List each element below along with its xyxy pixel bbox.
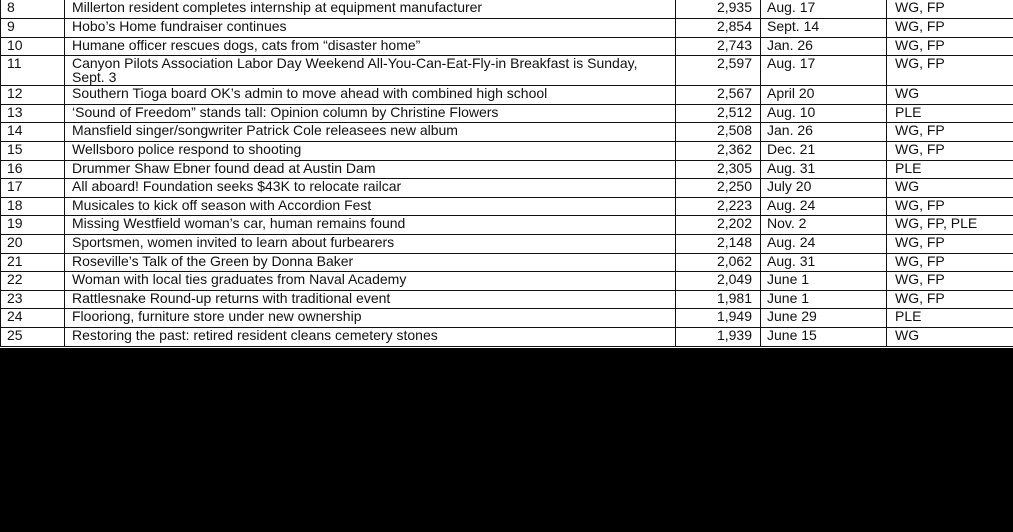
views-cell: 2,508	[676, 123, 761, 142]
views-cell: 2,202	[676, 216, 761, 235]
table-row	[1, 142, 1013, 161]
views-cell: 2,743	[676, 37, 761, 56]
publication-cell: PLE	[887, 104, 1013, 123]
views-cell: 2,567	[676, 86, 761, 105]
table-row	[1, 0, 1013, 19]
rank-cell: 13	[1, 104, 65, 123]
rank-cell: 22	[1, 272, 65, 291]
table-row	[1, 56, 1013, 86]
table-row	[1, 123, 1013, 142]
date-cell: June 29	[761, 309, 887, 328]
publication-cell: WG, FP	[887, 123, 1013, 142]
publication-cell: PLE	[887, 309, 1013, 328]
date-cell: Dec. 21	[761, 142, 887, 161]
date-cell: June 1	[761, 272, 887, 291]
rank-cell: 8	[1, 0, 65, 19]
table-row	[1, 37, 1013, 56]
views-cell: 2,597	[676, 56, 761, 86]
date-cell: Aug. 10	[761, 104, 887, 123]
rank-cell: 16	[1, 160, 65, 179]
title-cell: Canyon Pilots Association Labor Day Weekend All-You-Can-Eat-Fly-in Breakfast is Sunday, Sept. 3	[65, 56, 676, 86]
date-cell: Sept. 14	[761, 19, 887, 38]
table-row	[1, 216, 1013, 235]
views-cell: 1,981	[676, 290, 761, 309]
publication-cell: WG	[887, 328, 1013, 347]
title-cell: Flooriong, furniture store under new ownership	[65, 309, 676, 328]
title-cell: Drummer Shaw Ebner found dead at Austin Dam	[65, 160, 676, 179]
publication-cell: WG, FP	[887, 56, 1013, 86]
title-cell: Mansfield singer/songwriter Patrick Cole releasees new album	[65, 123, 676, 142]
publication-cell: WG, FP, PLE	[887, 216, 1013, 235]
table-row	[1, 104, 1013, 123]
date-cell: June 1	[761, 290, 887, 309]
rank-cell: 21	[1, 253, 65, 272]
publication-cell: WG	[887, 86, 1013, 105]
title-cell: Rattlesnake Round-up returns with traditional event	[65, 290, 676, 309]
title-cell: ‘Sound of Freedom” stands tall: Opinion column by Christine Flowers	[65, 104, 676, 123]
title-cell: Southern Tioga board OK’s admin to move ahead with combined high school	[65, 86, 676, 105]
blank-area	[0, 348, 1013, 532]
table-row	[1, 309, 1013, 328]
views-cell: 2,223	[676, 197, 761, 216]
date-cell: April 20	[761, 86, 887, 105]
rank-cell: 9	[1, 19, 65, 38]
date-cell: July 20	[761, 179, 887, 198]
rank-cell: 23	[1, 290, 65, 309]
rank-cell: 10	[1, 37, 65, 56]
views-cell: 2,250	[676, 179, 761, 198]
table-row	[1, 290, 1013, 309]
title-cell: Woman with local ties graduates from Naval Academy	[65, 272, 676, 291]
title-cell: Restoring the past: retired resident cleans cemetery stones	[65, 328, 676, 347]
views-cell: 2,148	[676, 235, 761, 254]
rank-cell: 25	[1, 328, 65, 347]
views-cell: 2,305	[676, 160, 761, 179]
title-cell: Roseville’s Talk of the Green by Donna Baker	[65, 253, 676, 272]
table-row	[1, 253, 1013, 272]
date-cell: Nov. 2	[761, 216, 887, 235]
rank-cell: 17	[1, 179, 65, 198]
rank-cell: 18	[1, 197, 65, 216]
rank-cell: 15	[1, 142, 65, 161]
title-cell: Wellsboro police respond to shooting	[65, 142, 676, 161]
title-cell: Millerton resident completes internship at equipment manufacturer	[65, 0, 676, 19]
table-row	[1, 235, 1013, 254]
table-row	[1, 272, 1013, 291]
title-cell: Missing Westfield woman’s car, human remains found	[65, 216, 676, 235]
publication-cell: WG, FP	[887, 37, 1013, 56]
publication-cell: WG, FP	[887, 142, 1013, 161]
views-cell: 2,512	[676, 104, 761, 123]
rank-cell: 11	[1, 56, 65, 86]
publication-cell: WG, FP	[887, 253, 1013, 272]
title-cell: Sportsmen, women invited to learn about furbearers	[65, 235, 676, 254]
publication-cell: PLE	[887, 160, 1013, 179]
publication-cell: WG, FP	[887, 0, 1013, 19]
views-cell: 1,949	[676, 309, 761, 328]
date-cell: Aug. 24	[761, 235, 887, 254]
publication-cell: WG, FP	[887, 235, 1013, 254]
table-row	[1, 86, 1013, 105]
table-row	[1, 328, 1013, 347]
publication-cell: WG, FP	[887, 272, 1013, 291]
title-cell: Humane officer rescues dogs, cats from “disaster home”	[65, 37, 676, 56]
title-cell: Musicales to kick off season with Accordion Fest	[65, 197, 676, 216]
title-cell: Hobo’s Home fundraiser continues	[65, 19, 676, 38]
views-cell: 2,854	[676, 19, 761, 38]
views-cell: 1,939	[676, 328, 761, 347]
table-row	[1, 160, 1013, 179]
date-cell: Aug. 17	[761, 56, 887, 86]
date-cell: June 15	[761, 328, 887, 347]
publication-cell: WG	[887, 179, 1013, 198]
table-row	[1, 19, 1013, 38]
table-row	[1, 179, 1013, 198]
views-cell: 2,935	[676, 0, 761, 19]
publication-cell: WG, FP	[887, 290, 1013, 309]
publication-cell: WG, FP	[887, 197, 1013, 216]
publication-cell: WG, FP	[887, 19, 1013, 38]
title-cell: All aboard! Foundation seeks $43K to relocate railcar	[65, 179, 676, 198]
rank-cell: 24	[1, 309, 65, 328]
table-body	[1, 0, 1013, 346]
rank-cell: 20	[1, 235, 65, 254]
date-cell: Jan. 26	[761, 37, 887, 56]
rank-cell: 19	[1, 216, 65, 235]
date-cell: Jan. 26	[761, 123, 887, 142]
rank-cell: 12	[1, 86, 65, 105]
views-cell: 2,049	[676, 272, 761, 291]
views-cell: 2,362	[676, 142, 761, 161]
rank-cell: 14	[1, 123, 65, 142]
table-row	[1, 197, 1013, 216]
date-cell: Aug. 31	[761, 253, 887, 272]
date-cell: Aug. 31	[761, 160, 887, 179]
date-cell: Aug. 24	[761, 197, 887, 216]
date-cell: Aug. 17	[761, 0, 887, 19]
views-cell: 2,062	[676, 253, 761, 272]
